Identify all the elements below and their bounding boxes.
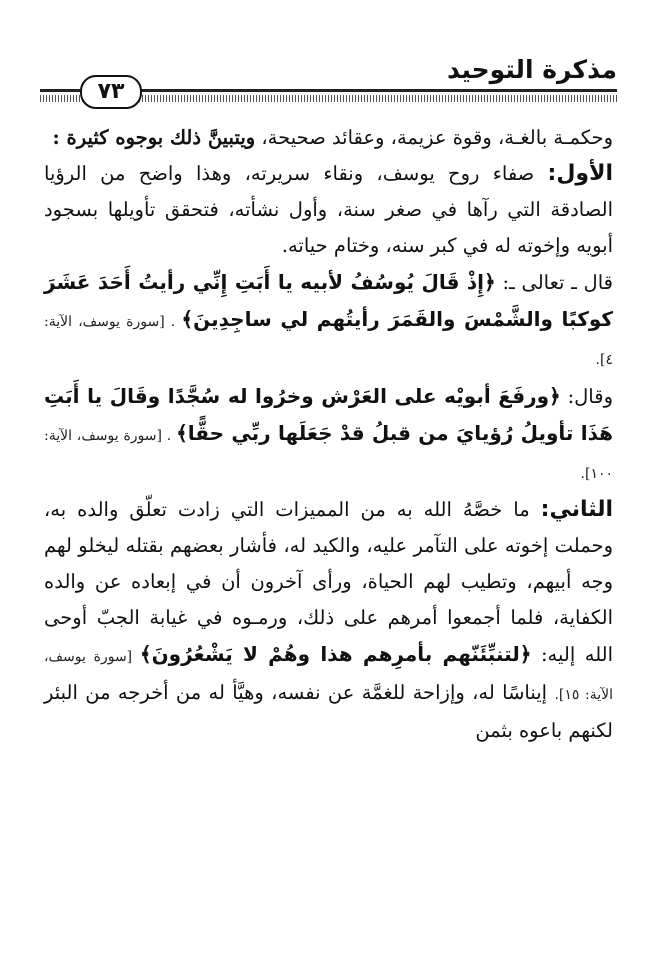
second-heading: الثاني: xyxy=(540,497,613,522)
paragraph-verse-2 xyxy=(44,378,613,492)
second-text: ما خصَّهُ الله به من المميزات التي زادت تعلّق والده به، وحملت إخوته على التآمر عليه، والكيد له، فأشار بعضهم بقتله ليخلو لهم وجه أبيهم، وتطيب لهم الحياة، ورأى آخرون أن في إبعاده عن والده الكفاية، فلما أجمعوا أمرهم على ذلك، ورمـوه في غيابة الجبّ أوحى الله إليه: xyxy=(44,498,614,666)
paragraph-first xyxy=(44,156,613,264)
intro-bold-text: ويتبينَّ ذلك بوجوه كثيرة : xyxy=(52,126,256,149)
page-number: ٧٣ xyxy=(80,75,142,109)
first-text: صفاء روح يوسف، ونقاء سريرته، وهذا واضح من الرؤيا الصادقة التي رآها في صغر سنة، وأول نشأته، فتحقق تأويلها بسجود أبويه وإخوته له في كبر سنه، وختام حياته. xyxy=(44,162,613,257)
verse-3-reference: [سورة يوسف، الآية: ١٥]. xyxy=(44,649,613,703)
first-heading: الأول: xyxy=(547,161,613,186)
verse-1-intro: قال ـ تعالى ـ: xyxy=(495,271,613,294)
second-tail-text: إيناسًا له، وإزاحة للغمَّة عن نفسه، وهيَّأ له من أخرجه من البئر لكنهم باعوه بثمن xyxy=(44,681,613,742)
verse-1-reference: . [سورة يوسف، الآية: ٤]. xyxy=(44,314,613,368)
verse-3: ﴿لتنبِّئَنّهم بأمرِهم هذا وهُمْ لا يَشْعُرُونَ﴾ xyxy=(139,642,532,666)
page-body xyxy=(44,120,613,749)
verse-2-intro: وقال: xyxy=(560,385,613,408)
page-header xyxy=(40,55,617,110)
paragraph-intro xyxy=(44,120,613,156)
book-title: مذكرة التوحيد xyxy=(447,55,617,84)
verse-2-reference: . [سورة يوسف، الآية: ١٠٠]. xyxy=(44,428,613,482)
paragraph-verse-1 xyxy=(44,264,613,378)
verse-1: ﴿إِذْ قَالَ يُوسُفُ لأبيه يا أَبَتِ إِنِّي رأيتُ أَحَدَ عَشَرَ كوكبًا والشَّمْسَ والقَمَرَ رأيتُهم لي ساجِدِينَ﴾ xyxy=(44,270,613,331)
verse-2: ﴿ورفَعَ أبويْه على العَرْش وخرُوا له سُجَّدًا وقَالَ يا أَبَتِ هَذَا تأويلُ رُؤيايَ من قبلُ قدْ جَعَلَها ربِّي حقًّا﴾ xyxy=(44,384,613,445)
intro-text: وحكمـة بالغـة، وقوة عزيمة، وعقائد صحيحة، xyxy=(255,126,613,149)
paragraph-second xyxy=(44,492,613,749)
